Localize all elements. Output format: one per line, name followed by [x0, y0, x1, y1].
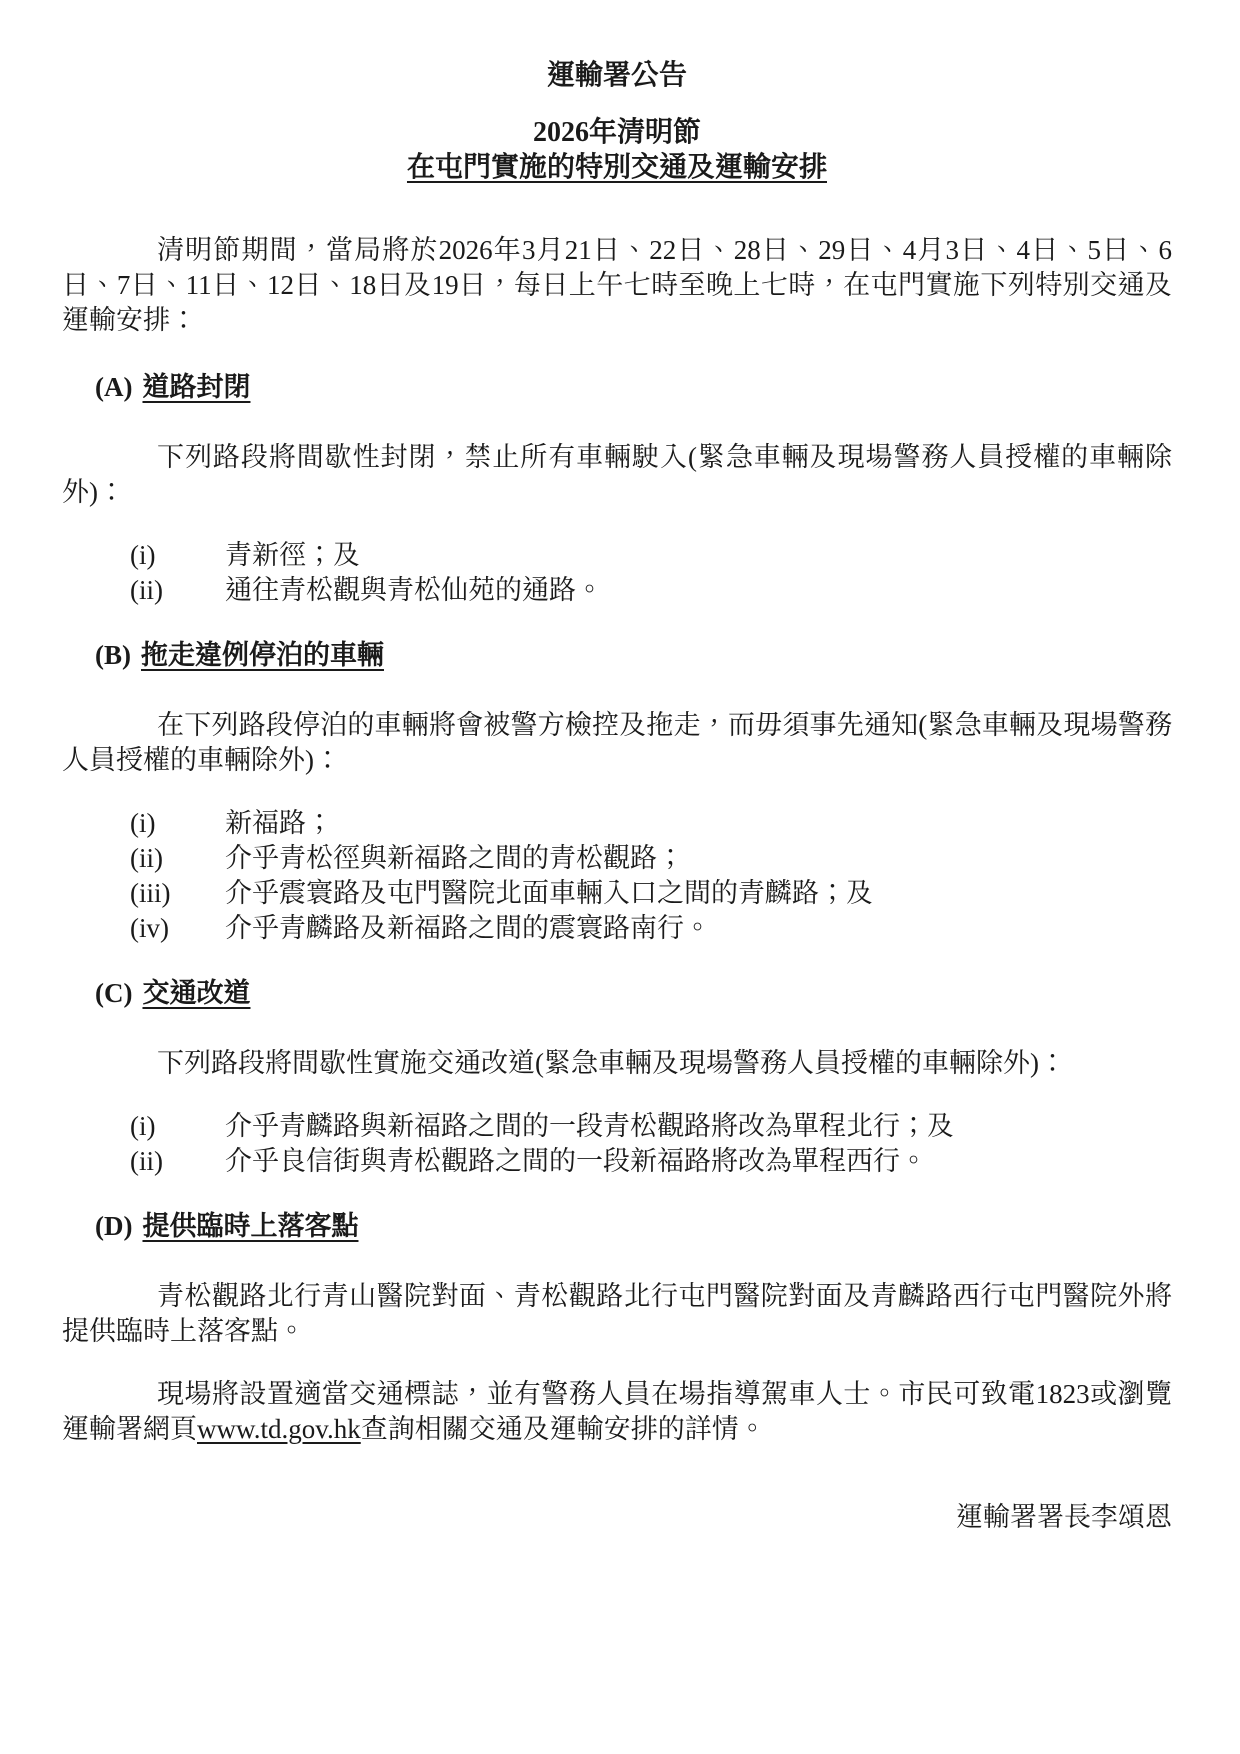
- closing-text-after-link: 查詢相關交通及運輸安排的詳情。: [360, 1414, 766, 1444]
- section-a-heading: [95, 370, 1172, 405]
- section-d-label: (D): [95, 1211, 133, 1241]
- list-item-text: 介乎青麟路與新福路之間的一段青松觀路將改為單程北行；及: [225, 1111, 954, 1141]
- list-item: [130, 538, 1172, 573]
- list-item-number: (ii): [130, 1146, 163, 1176]
- list-item-text: 新福路；: [225, 808, 333, 838]
- closing-text-before-link: 現場將設置適當交通標誌，並有警務人員在場指導駕車人士。市民可致電1823或瀏覽運輸署網頁: [62, 1379, 1172, 1444]
- list-item: [130, 911, 1172, 946]
- list-item-number: (iv): [130, 913, 169, 943]
- list-item: [130, 573, 1172, 608]
- section-a-label: (A): [95, 372, 133, 402]
- list-item-number: (i): [130, 1111, 156, 1141]
- list-item-text: 介乎青麟路及新福路之間的震寰路南行。: [225, 913, 711, 943]
- list-item: [130, 876, 1172, 911]
- list-item: [130, 841, 1172, 876]
- section-b-list: [130, 806, 1172, 946]
- section-b-title: 拖走違例停泊的車輛: [141, 640, 384, 670]
- list-item: [130, 1144, 1172, 1179]
- document-title: [62, 115, 1172, 185]
- section-c-body: 下列路段將間歇性實施交通改道(緊急車輛及現場警務人員授權的車輛除外)：: [157, 1048, 1066, 1078]
- org-title: 運輸署公告: [546, 60, 687, 91]
- list-item-number: (i): [130, 808, 156, 838]
- section-d-heading: [95, 1209, 1172, 1244]
- section-a-title: 道路封閉: [142, 372, 251, 402]
- list-item: [130, 1109, 1172, 1144]
- list-item-text: 介乎震寰路及屯門醫院北面車輛入口之間的青麟路；及: [225, 878, 873, 908]
- list-item: [130, 806, 1172, 841]
- document-title-line1: 2026年清明節: [532, 117, 701, 148]
- document-title-line2: 在屯門實施的特別交通及運輸安排: [406, 152, 827, 183]
- section-a-body: 下列路段將間歇性封閉，禁止所有車輛駛入(緊急車輛及現場警務人員授權的車輛除外)：: [62, 442, 1172, 507]
- list-item-number: (iii): [130, 878, 171, 908]
- section-d-body: 青松觀路北行青山醫院對面、青松觀路北行屯門醫院對面及青麟路西行屯門醫院外將提供臨時上落客點。: [62, 1281, 1172, 1346]
- intro-paragraph: 清明節期間，當局將於2026年3月21日、22日、28日、29日、4月3日、4日、5日、6日、7日、11日、12日、18日及19日，每日上午七時至晚上七時，在屯門實施下列特別交通及運輸安排：: [62, 235, 1172, 335]
- list-item-text: 介乎青松徑與新福路之間的青松觀路；: [225, 843, 684, 873]
- section-d-title: 提供臨時上落客點: [142, 1211, 359, 1241]
- section-b-label: (B): [95, 640, 131, 670]
- list-item-number: (ii): [130, 843, 163, 873]
- td-website-link[interactable]: www.td.gov.hk: [197, 1414, 361, 1444]
- list-item-text: 通往青松觀與青松仙苑的通路。: [225, 575, 603, 605]
- section-c-label: (C): [95, 978, 133, 1008]
- closing-paragraph: [62, 1377, 1172, 1447]
- section-c-list: [130, 1109, 1172, 1179]
- list-item-number: (i): [130, 540, 156, 570]
- list-item-text: 青新徑；及: [225, 540, 360, 570]
- section-b-heading: [95, 638, 1172, 673]
- section-c-heading: [95, 976, 1172, 1011]
- section-b-body: 在下列路段停泊的車輛將會被警方檢控及拖走，而毋須事先通知(緊急車輛及現場警務人員授權的車輛除外)：: [62, 710, 1172, 775]
- list-item-number: (ii): [130, 575, 163, 605]
- list-item-text: 介乎良信街與青松觀路之間的一段新福路將改為單程西行。: [225, 1146, 927, 1176]
- signature-line: 運輸署署長李頌恩: [956, 1502, 1172, 1532]
- section-a-list: [130, 538, 1172, 608]
- section-c-title: 交通改道: [142, 978, 251, 1008]
